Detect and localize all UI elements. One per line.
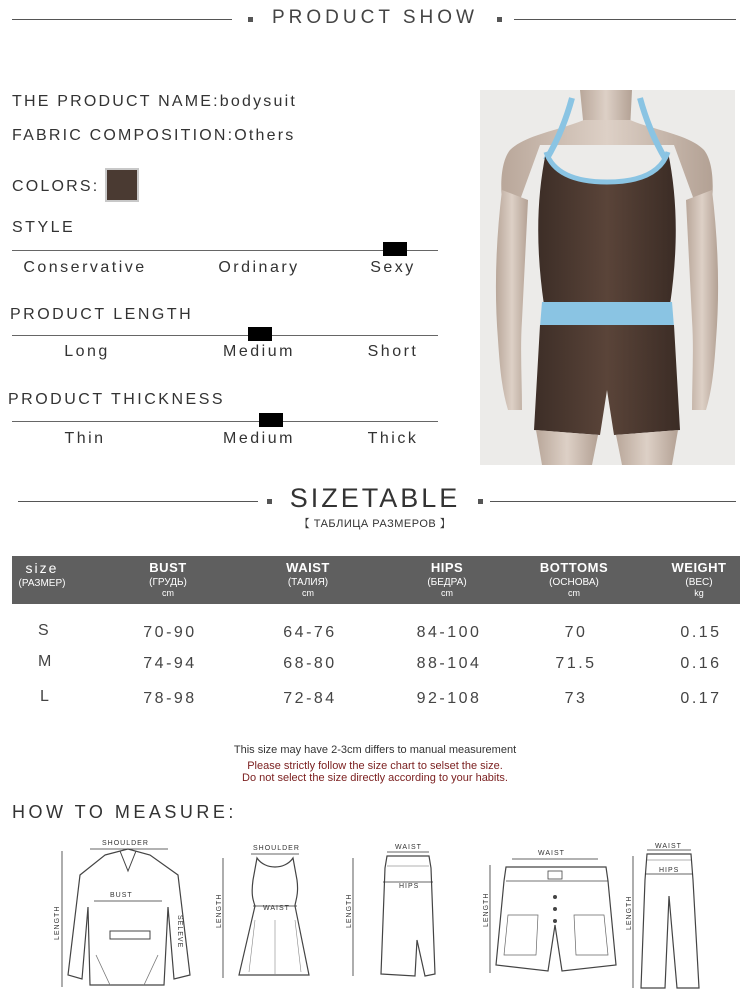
waist-cell: 64-76 xyxy=(283,624,337,641)
length-label: LENGTH xyxy=(483,892,490,927)
bottoms-cell: 70 xyxy=(564,624,588,641)
dress-measure-diagram xyxy=(215,840,310,985)
col-bottoms xyxy=(514,560,634,598)
col-weight-unit: kg xyxy=(694,588,704,598)
product-show-header xyxy=(0,6,750,32)
thickness-marker xyxy=(259,413,283,427)
col-size xyxy=(0,560,102,589)
bust-cell: 74-94 xyxy=(143,655,197,672)
bust-cell: 70-90 xyxy=(143,624,197,641)
style-option-2: Ordinary xyxy=(218,259,300,276)
thickness-scale-line xyxy=(12,421,438,422)
waist-label: WAIST xyxy=(263,905,290,912)
product-name-label: THE PRODUCT NAME: xyxy=(12,93,220,110)
length-label: LENGTH xyxy=(216,893,223,928)
length-label: LENGTH xyxy=(54,905,61,940)
product-name-value: bodysuit xyxy=(219,93,297,110)
fabric-label: FABRIC COMPOSITION: xyxy=(12,127,235,144)
col-waist-unit: cm xyxy=(302,588,314,598)
header-rule-right xyxy=(490,501,736,502)
bust-cell: 78-98 xyxy=(143,690,197,707)
hips-label: HIPS xyxy=(659,867,680,874)
header-rule-right xyxy=(514,19,736,20)
product-name-line xyxy=(12,93,297,111)
shorts-measure-diagram xyxy=(478,845,623,980)
size-warning-1: Please strictly follow the size chart to selset the size. xyxy=(247,760,503,772)
col-bust-unit: cm xyxy=(162,588,174,598)
colors-label: COLORS: xyxy=(12,178,100,195)
col-size-ru: (РАЗМЕР) xyxy=(18,578,66,589)
col-waist-title: WAIST xyxy=(286,560,330,575)
sizetable-subtitle: 【 ТАБЛИЦА РАЗМЕРОВ 】 xyxy=(298,518,452,530)
col-bottoms-ru: (ОСНОВА) xyxy=(549,577,599,588)
measurement-note: This size may have 2-3cm differs to manual measurement xyxy=(233,744,517,756)
style-option-1: Conservative xyxy=(23,259,147,276)
shoulder-label: SHOULDER xyxy=(253,845,300,852)
thickness-option-1: Thin xyxy=(64,430,106,447)
col-weight-title: WEIGHT xyxy=(671,560,727,575)
col-hips-unit: cm xyxy=(441,588,453,598)
col-bust-ru: (ГРУДЬ) xyxy=(149,577,187,588)
length-label: LENGTH xyxy=(626,895,633,930)
hips-cell: 92-108 xyxy=(416,690,482,707)
bottoms-cell: 73 xyxy=(564,690,588,707)
col-weight-ru: (ВЕС) xyxy=(685,577,713,588)
weight-cell: 0.17 xyxy=(680,690,722,707)
size-cell: L xyxy=(40,688,49,705)
col-size-title: size xyxy=(25,560,59,576)
length-option-2: Medium xyxy=(223,343,295,360)
waist-cell: 72-84 xyxy=(283,690,337,707)
thickness-option-2: Medium xyxy=(223,430,295,447)
waist-label: WAIST xyxy=(395,844,422,851)
col-hips-title: HIPS xyxy=(430,560,464,575)
waist-label: WAIST xyxy=(538,850,565,857)
length-title: PRODUCT LENGTH xyxy=(10,306,194,323)
pants-measure-diagram xyxy=(625,840,705,992)
hips-cell: 88-104 xyxy=(416,655,482,672)
col-hips-ru: (БЕДРА) xyxy=(427,577,467,588)
col-waist xyxy=(248,560,368,598)
col-bottoms-title: BOTTOMS xyxy=(539,560,609,575)
waist-cell: 68-80 xyxy=(283,655,337,672)
style-scale-line xyxy=(12,250,438,251)
header-dot-right xyxy=(478,499,483,504)
waist-label: WAIST xyxy=(655,843,682,850)
section-title: SIZETABLE xyxy=(289,483,461,513)
col-bust-title: BUST xyxy=(149,560,187,575)
col-hips xyxy=(387,560,507,598)
sizetable-header xyxy=(0,483,750,519)
mannequin-bodysuit-image xyxy=(480,90,735,465)
length-marker xyxy=(248,327,272,341)
thickness-option-3: Thick xyxy=(367,430,419,447)
hips-cell: 84-100 xyxy=(416,624,482,641)
col-waist-ru: (ТАЛИЯ) xyxy=(287,577,329,588)
color-swatch[interactable] xyxy=(105,168,139,202)
col-bust xyxy=(108,560,228,598)
style-option-3: Sexy xyxy=(370,259,416,276)
header-dot-right xyxy=(497,17,502,22)
jacket-measure-diagram xyxy=(50,835,205,995)
weight-cell: 0.16 xyxy=(680,655,722,672)
bust-label: BUST xyxy=(110,892,133,899)
thickness-title: PRODUCT THICKNESS xyxy=(8,391,226,408)
length-scale-line xyxy=(12,335,438,336)
section-title: PRODUCT SHOW xyxy=(272,7,478,28)
style-marker xyxy=(383,242,407,256)
sleeve-label: SELEVE xyxy=(176,915,183,949)
style-title: STYLE xyxy=(12,219,76,236)
length-option-1: Long xyxy=(64,343,110,360)
size-warning-2: Do not select the size directly according to your habits. xyxy=(242,772,508,784)
skirt-measure-diagram xyxy=(345,840,440,985)
size-table-header xyxy=(12,556,740,604)
size-cell: M xyxy=(38,653,52,670)
bottoms-cell: 71.5 xyxy=(555,655,597,672)
product-photo xyxy=(480,90,735,465)
how-to-measure-title: HOW TO MEASURE: xyxy=(12,802,237,822)
weight-cell: 0.15 xyxy=(680,624,722,641)
hips-label: HIPS xyxy=(399,883,420,890)
length-option-3: Short xyxy=(367,343,419,360)
col-bottoms-unit: cm xyxy=(568,588,580,598)
fabric-line xyxy=(12,127,295,145)
length-label: LENGTH xyxy=(346,893,353,928)
shoulder-label: SHOULDER xyxy=(102,840,149,847)
fabric-value: Others xyxy=(234,127,296,144)
col-weight xyxy=(639,560,750,598)
size-cell: S xyxy=(38,622,49,639)
